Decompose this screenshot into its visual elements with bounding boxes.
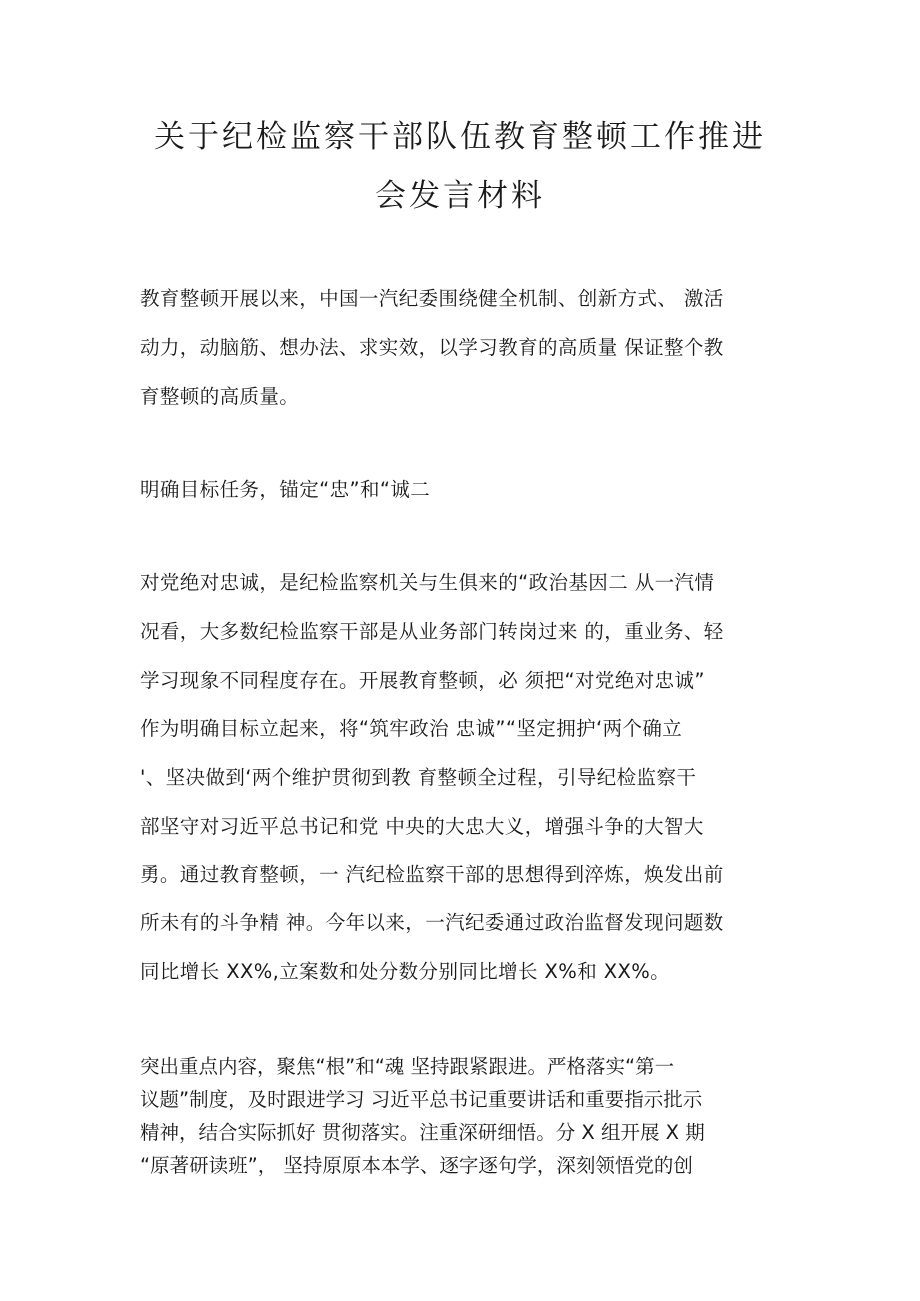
paragraph-4-line-1: 突出重点内容，聚焦“根”和“魂 坚持跟紧跟进。严格落实“第一 bbox=[140, 1055, 675, 1078]
paragraph-3-line-1: 对党绝对忠诚，是纪检监察机关与生俱来的“政治基因二 从一汽情 bbox=[140, 571, 715, 594]
paragraph-1-line-1: 教育整顿开展以来，中国一汽纪委围绕健全机制、创新方式、 激活 bbox=[140, 287, 724, 310]
paragraph-4-line-4: “原著研读班”， 坚持原原本本学、逐字逐句学，深刻领悟党的创 bbox=[140, 1154, 693, 1177]
paragraph-3-line-2: 况看，大多数纪检监察干部是从业务部门转岗过来 的，重业务、轻 bbox=[140, 620, 724, 643]
paragraph-4-line-3: 精神，结合实际抓好 贯彻落实。注重深研细悟。分 X 组开展 X 期 bbox=[140, 1121, 705, 1144]
paragraph-1-line-2: 动力，动脑筋、想办法、求实效，以学习教育的高质量 保证整个教 bbox=[140, 336, 724, 359]
paragraph-3-line-3: 学习现象不同程度存在。开展教育整顿，必 须把“对党绝对忠诚” bbox=[140, 669, 705, 692]
document-title-line-1: 关于纪检监察干部队伍教育整顿工作推进 bbox=[154, 119, 766, 155]
paragraph-3-line-4: 作为明确目标立起来，将“筑牢政治 忠诚”“坚定拥护‘两个确立 bbox=[140, 717, 683, 740]
paragraph-1-line-3: 育整顿的高质量。 bbox=[140, 385, 300, 408]
section-heading-1: 明确目标任务，锚定“忠”和“诚二 bbox=[140, 478, 431, 501]
paragraph-3-line-9: 同比增长 XX%,立案数和处分数分别同比增长 X%和 XX%。 bbox=[140, 960, 671, 983]
paragraph-3-line-8: 所未有的斗争精 神。今年以来，一汽纪委通过政治监督发现问题数 bbox=[140, 911, 724, 934]
document-title-line-2: 会发言材料 bbox=[375, 178, 545, 214]
paragraph-3-line-7: 勇。通过教育整顿，一 汽纪检监察干部的思想得到淬炼，焕发出前 bbox=[140, 863, 724, 886]
paragraph-4-line-2: 议题”制度，及时跟进学习 习近平总书记重要讲话和重要指示批示 bbox=[140, 1088, 703, 1111]
paragraph-3-line-5: '、坚决做到‘两个维护贯彻到教 育整顿全过程，引导纪检监察干 bbox=[140, 766, 697, 789]
paragraph-3-line-6: 部坚守对习近平总书记和党 中央的大忠大义，增强斗争的大智大 bbox=[140, 815, 704, 838]
